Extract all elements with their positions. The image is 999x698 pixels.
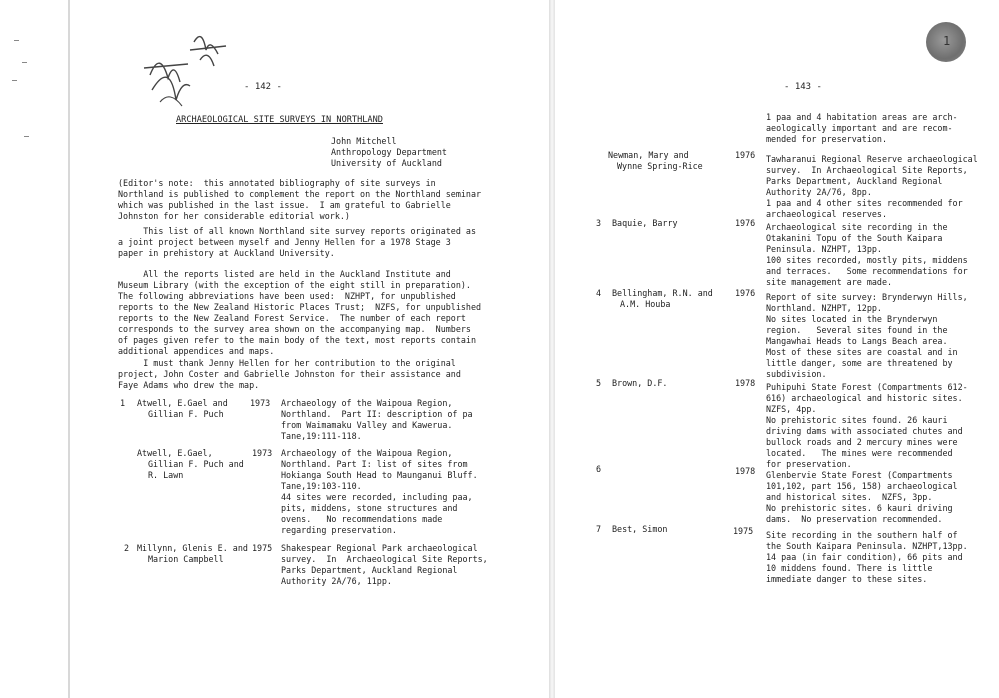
entry-author: Gillian F. Puch and [148, 459, 244, 469]
text-line: paper in prehistory at Auckland University. [118, 248, 335, 258]
page-number-right: - 143 - [784, 82, 822, 92]
entry-text: immediate danger to these sites. [766, 574, 928, 584]
text-line: project, John Coster and Gabrielle Johnston for their assistance and [118, 369, 461, 379]
entry-text: and historical sites. NZFS, 3pp. [766, 492, 933, 502]
entry-text: 101,102, part 156, 158) archaeological [766, 481, 958, 491]
author-department: Anthropology Department [331, 147, 447, 157]
entry-author: Millynn, Glenis E. and [137, 543, 248, 553]
entry-text: for preservation. [766, 459, 852, 469]
entry-number: 1 [120, 398, 126, 408]
entry-text: subdivision. [766, 369, 827, 379]
text-line: All the reports listed are held in the Auckland Institute and [118, 269, 451, 279]
text-line: additional appendices and maps. [118, 346, 275, 356]
entry-text: Otakanini Topu of the South Kaipara [766, 233, 943, 243]
entry-year: 1973 [250, 398, 271, 408]
entry-text: Tane,19:111-118. [281, 431, 362, 441]
page-number-left: - 142 - [244, 82, 282, 92]
entry-year: 1975 [252, 543, 273, 553]
entry-text: Tawharanui Regional Reserve archaeological [766, 154, 978, 164]
entry-text: Site recording in the southern half of [766, 530, 958, 540]
author-name: John Mitchell [331, 136, 397, 146]
entry-text: pits, middens, stone structures and [281, 503, 458, 513]
entry-year: 1976 [735, 218, 756, 228]
entry-year: 1973 [252, 448, 273, 458]
entry-text: Hokianga South Head to Maunganui Bluff. [281, 470, 478, 480]
margin-tick [24, 136, 29, 137]
entry-text: Authority 2A/76, 8pp. [766, 187, 872, 197]
text-line: of pages given refer to the main body of the text, most reports contain [118, 335, 476, 345]
entry-author: Baquie, Barry [612, 218, 678, 228]
text-line: Faye Adams who drew the map. [118, 380, 260, 390]
entry-year: 1976 [735, 150, 756, 160]
entry-text: Archaeological site recording in the [766, 222, 948, 232]
entry-text: Most of these sites are coastal and in [766, 347, 958, 357]
text-line: aeologically important and are recom- [766, 123, 953, 133]
entry-text: Northland. Part II: description of pa [281, 409, 473, 419]
text-line: reports to the New Zealand Historic Places Trust; NZFS, for unpublished [118, 302, 482, 312]
entry-text: Archaeology of the Waipoua Region, [281, 398, 453, 408]
entry-author: Gillian F. Puch [148, 409, 224, 419]
entry-text: Peninsula. NZHPT, 13pp. [766, 244, 882, 254]
entry-text: the South Kaipara Peninsula. NZHPT,13pp. [766, 541, 968, 551]
entry-author: Best, Simon [612, 524, 668, 534]
entry-text: Northland. Part I: list of sites from [281, 459, 468, 469]
margin-tick [12, 80, 17, 81]
entry-year: 1978 [735, 466, 756, 476]
text-line: reports to the New Zealand Forest Service. The number of each report [118, 313, 466, 323]
margin-tick [14, 40, 19, 41]
entry-text: Puhipuhi State Forest (Compartments 612- [766, 382, 968, 392]
entry-year: 1976 [735, 288, 756, 298]
entry-author: Atwell, E.Gael and [137, 398, 228, 408]
entry-text: Authority 2A/76, 11pp. [281, 576, 392, 586]
entry-text: No prehistoric sites found. 26 kauri [766, 415, 948, 425]
entry-text: region. Several sites found in the [766, 325, 948, 335]
entry-text: site management are made. [766, 277, 893, 287]
text-line: Museum Library (with the exception of the eight still in preparation). [118, 280, 471, 290]
entry-text: survey. In Archaeological Site Reports, [766, 165, 968, 175]
entry-text: 44 sites were recorded, including paa, [281, 492, 473, 502]
margin-tick [22, 62, 27, 63]
entry-text: and terraces. Some recommendations for [766, 266, 968, 276]
entry-author: R. Lawn [148, 470, 184, 480]
entry-text: from Waimamaku Valley and Kawerua. [281, 420, 453, 430]
entry-author: Newman, Mary and [608, 150, 689, 160]
page-stamp [926, 22, 966, 62]
author-university: University of Auckland [331, 158, 442, 168]
entry-text: 10 middens found. There is little [766, 563, 933, 573]
entry-author: A.M. Houba [620, 299, 671, 309]
entry-text: dams. No preservation recommended. [766, 514, 943, 524]
entry-text: Glenbervie State Forest (Compartments [766, 470, 953, 480]
entry-author: Brown, D.F. [612, 378, 668, 388]
entry-author: Marion Campbell [148, 554, 224, 564]
entry-text: Archaeology of the Waipoua Region, [281, 448, 453, 458]
text-line: Johnston for her considerable editorial work.) [118, 211, 350, 221]
entry-text: Parks Department, Auckland Regional [281, 565, 458, 575]
text-line: (Editor's note: this annotated bibliography of site surveys in [118, 178, 436, 188]
stamp-number: 1 [943, 34, 951, 48]
entry-year: 1975 [733, 526, 754, 536]
entry-text: 100 sites recorded, mostly pits, middens [766, 255, 968, 265]
text-line: 1 paa and 4 habitation areas are arch- [766, 112, 958, 122]
entry-text: survey. In Archaeological Site Reports, [281, 554, 488, 564]
text-line: Northland is published to complement the report on the Northland seminar [118, 189, 482, 199]
text-line: a joint project between myself and Jenny Hellen for a 1978 Stage 3 [118, 237, 451, 247]
text-line: The following abbreviations have been used: NZHPT, for unpublished [118, 291, 456, 301]
text-line: I must thank Jenny Hellen for her contribution to the original [118, 358, 456, 368]
handwritten-annotation [130, 20, 240, 110]
entry-text: 616) archaeological and historic sites. [766, 393, 963, 403]
entry-text: 1 paa and 4 other sites recommended for [766, 198, 963, 208]
entry-number: 3 [596, 218, 602, 228]
text-line: mended for preservation. [766, 134, 888, 144]
article-title: ARCHAEOLOGICAL SITE SURVEYS IN NORTHLAND [176, 115, 383, 125]
entry-text: located. The mines were recommended [766, 448, 953, 458]
entry-text: 14 paa (in fair condition), 66 pits and [766, 552, 963, 562]
entry-text: Tane,19:103-110. [281, 481, 362, 491]
entry-text: driving dams with associated chutes and [766, 426, 963, 436]
text-line: which was published in the last issue. I am grateful to Gabrielle [118, 200, 451, 210]
entry-text: archaeological reserves. [766, 209, 888, 219]
entry-text: bullock roads and 2 mercury mines were [766, 437, 958, 447]
text-line: This list of all known Northland site survey reports originated as [118, 226, 476, 236]
entry-number: 2 [124, 543, 130, 553]
entry-text: regarding preservation. [281, 525, 397, 535]
entry-text: ovens. No recommendations made [281, 514, 443, 524]
entry-text: Parks Department, Auckland Regional [766, 176, 943, 186]
entry-text: No sites located in the Brynderwyn [766, 314, 938, 324]
entry-text: little danger, some are threatened by [766, 358, 953, 368]
page-gutter [549, 0, 555, 698]
text-line: corresponds to the survey area shown on the accompanying map. Numbers [118, 324, 471, 334]
entry-text: NZFS, 4pp. [766, 404, 817, 414]
entry-number: 6 [596, 464, 602, 474]
entry-number: 7 [596, 524, 602, 534]
entry-text: Northland. NZHPT, 12pp. [766, 303, 882, 313]
entry-year: 1978 [735, 378, 756, 388]
entry-number: 4 [596, 288, 602, 298]
entry-text: Shakespear Regional Park archaeological [281, 543, 478, 553]
entry-author: Atwell, E.Gael, [137, 448, 213, 458]
entry-number: 5 [596, 378, 602, 388]
page-edge-left [68, 0, 70, 698]
entry-author: Wynne Spring-Rice [617, 161, 703, 171]
entry-text: No prehistoric sites. 6 kauri driving [766, 503, 953, 513]
entry-text: Mangawhai Heads to Langs Beach area. [766, 336, 948, 346]
entry-text: Report of site survey: Brynderwyn Hills, [766, 292, 968, 302]
entry-author: Bellingham, R.N. and [612, 288, 713, 298]
